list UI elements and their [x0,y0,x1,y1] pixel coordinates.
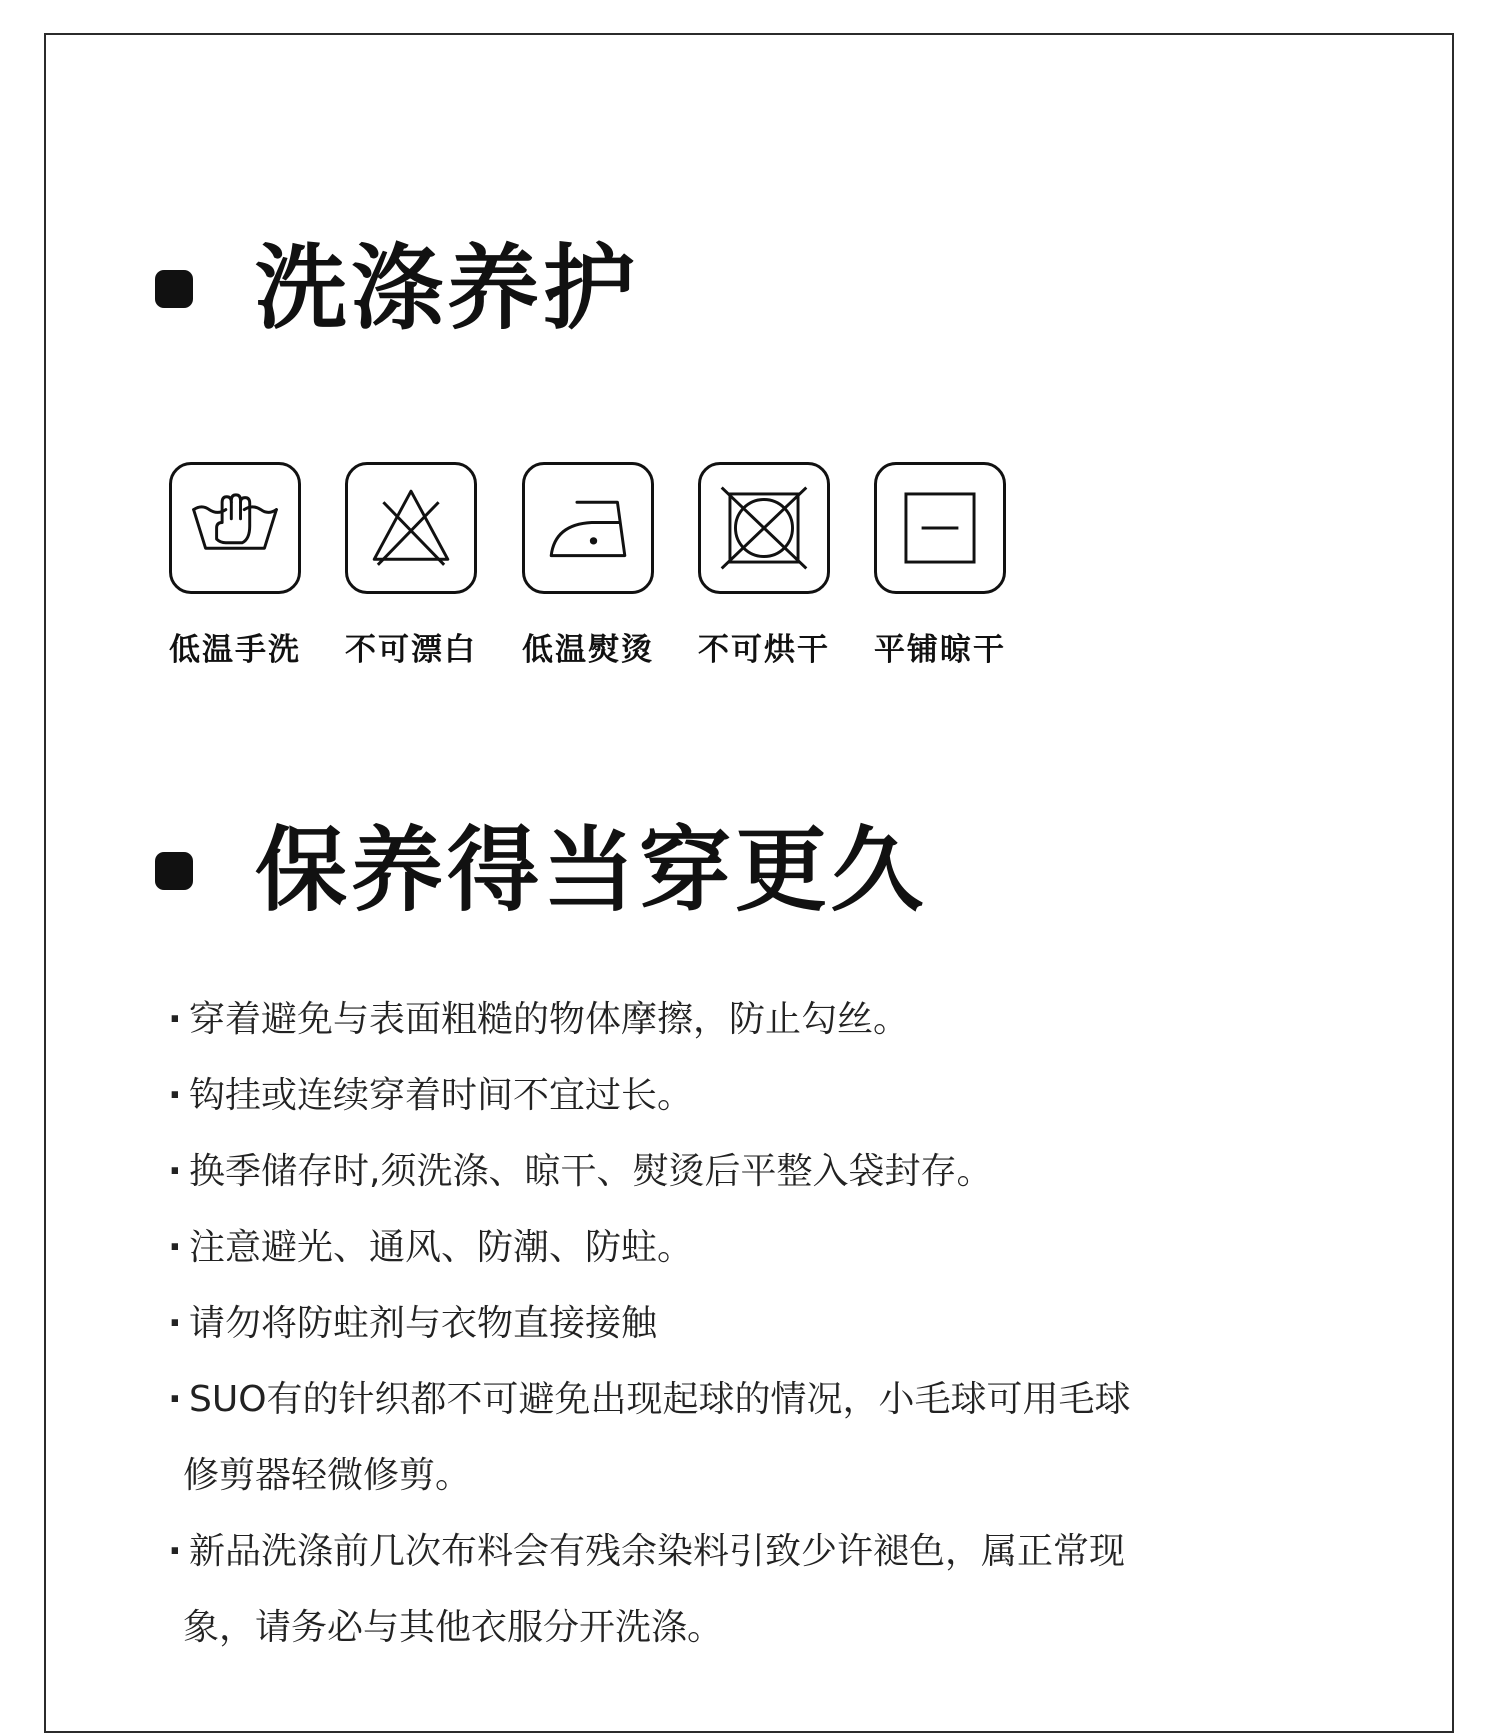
care-label: 平铺晾干 [874,632,1006,668]
tip-text: 请勿将防蛀剂与衣物直接接触 [189,1303,658,1344]
tip-item [168,982,1318,1058]
tip-item [168,1210,1318,1286]
bullet-square-icon [155,852,193,890]
care-label: 不可烘干 [698,632,830,668]
care-section-header [155,235,640,342]
no-tumble-dry-icon [698,462,830,594]
tip-text: 穿着避免与表面粗糙的物体摩擦，防止勾丝。 [189,999,910,1040]
care-item-no-bleach [345,462,477,668]
tip-text-continued: 修剪器轻微修剪。 [183,1455,472,1496]
tip-text-continued: 象，请务必与其他衣服分开洗涤。 [183,1607,724,1648]
care-item-no-tumble-dry [698,462,830,668]
bullet-square-icon [155,270,193,308]
tip-text: 换季储存时,须洗涤、晾干、熨烫后平整入袋封存。 [189,1151,993,1192]
care-tips-list [168,982,1318,1666]
tip-item [168,1286,1318,1362]
care-section-title: 洗涤养护 [255,235,640,342]
care-item-dry-flat [874,462,1006,668]
dry-flat-icon [874,462,1006,594]
low-iron-icon [522,462,654,594]
tip-item [168,1514,1318,1666]
no-bleach-icon [345,462,477,594]
care-label: 不可漂白 [345,632,477,668]
tip-text: 钩挂或连续穿着时间不宜过长。 [189,1075,694,1116]
care-item-low-iron [522,462,654,668]
tip-text: 新品洗涤前几次布料会有残余染料引致少许褪色，属正常现 [189,1531,1126,1572]
tips-section-header [155,817,928,924]
tip-item [168,1134,1318,1210]
tip-text: 注意避光、通风、防潮、防蛀。 [189,1227,694,1268]
care-item-hand-wash [169,462,301,668]
tip-text: SUO有的针织都不可避免出现起球的情况，小毛球可用毛球 [189,1379,1131,1420]
tips-section-title: 保养得当穿更久 [255,817,928,924]
hand-wash-icon [169,462,301,594]
tip-item [168,1058,1318,1134]
care-label: 低温手洗 [169,632,301,668]
tip-item [168,1362,1318,1514]
care-label: 低温熨烫 [522,632,654,668]
